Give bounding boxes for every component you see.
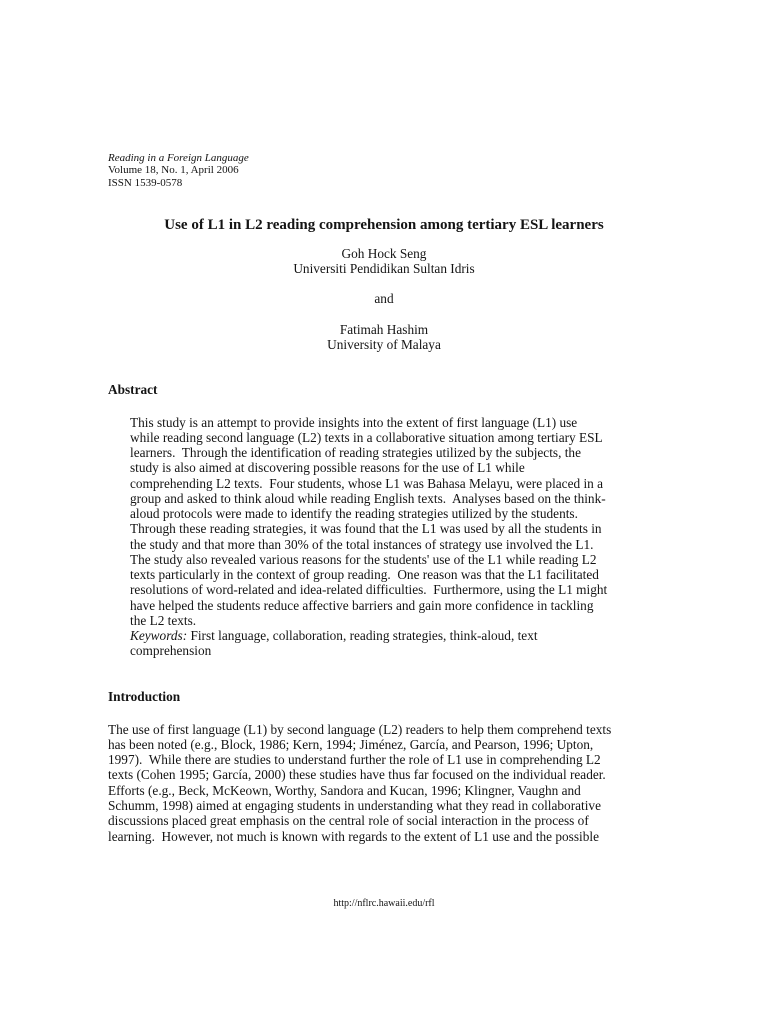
journal-header <box>108 152 249 190</box>
abstract-body <box>130 415 607 659</box>
journal-name: Reading in a Foreign Language <box>108 151 249 164</box>
author-separator: and <box>374 290 394 306</box>
abstract-line: The study also revealed various reasons for the students' use of the L1 while reading L2 <box>130 551 597 567</box>
abstract-line: study is also aimed at discovering possible reasons for the use of L1 while <box>130 460 525 476</box>
keywords-label: Keywords: <box>130 628 188 644</box>
journal-volume: Volume 18, No. 1, April 2006 <box>108 164 239 176</box>
abstract-line: group and asked to think aloud while reading English texts. Analyses based on the think- <box>130 490 606 506</box>
author-affiliation: Universiti Pendidikan Sultan Idris <box>293 261 475 276</box>
paper-title: Use of L1 in L2 reading comprehension among tertiary ESL learners <box>164 217 604 233</box>
introduction-line: Efforts (e.g., Beck, McKeown, Worthy, Sandora and Kucan, 1996; Klingner, Vaughn and <box>108 782 581 798</box>
abstract-line: while reading second language (L2) texts in a collaborative situation among tertiary ESL <box>130 429 603 445</box>
author-block <box>0 246 768 277</box>
abstract-line: aloud protocols were made to identify the reading strategies utilized by the students. <box>130 506 578 522</box>
author-affiliation: University of Malaya <box>327 337 441 352</box>
abstract-line: the study and that more than 30% of the total instances of strategy use involved the L1. <box>130 536 594 552</box>
abstract-line: comprehending L2 texts. Four students, whose L1 was Bahasa Melayu, were placed in a <box>130 475 604 491</box>
introduction-line: The use of first language (L1) by second language (L2) readers to help them comprehend texts <box>108 721 612 737</box>
introduction-line: discussions placed great emphasis on the central role of social interaction in the process of <box>108 813 589 829</box>
introduction-line: has been noted (e.g., Block, 1986; Kern, 1994; Jiménez, García, and Pearson, 1996; Upton, <box>108 736 594 752</box>
abstract-line: texts particularly in the context of group reading. One reason was that the L1 facilitated <box>130 567 599 583</box>
introduction-line: 1997). While there are studies to understand further the role of L1 use in comprehending L2 <box>108 752 601 768</box>
abstract-line: Through these reading strategies, it was found that the L1 was used by all the students in <box>130 521 602 537</box>
keywords-line <box>130 628 607 643</box>
keywords-text: comprehension <box>130 643 212 659</box>
author-name: Fatimah Hashim <box>339 321 429 337</box>
introduction-line: Schumm, 1998) aimed at engaging students in understanding what they read in collaborative <box>108 797 601 813</box>
introduction-line: texts (Cohen 1995; García, 2000) these studies have thus far focused on the individual reader. <box>108 767 606 783</box>
author-block <box>0 322 768 353</box>
abstract-line: This study is an attempt to provide insights into the extent of first language (L1) use <box>130 414 578 430</box>
author-name: Goh Hock Seng <box>341 245 427 261</box>
introduction-line: learning. However, not much is known with regards to the extent of L1 use and the possible <box>108 828 599 844</box>
journal-issn: ISSN 1539-0578 <box>108 176 183 189</box>
introduction-body <box>108 722 611 844</box>
abstract-line: resolutions of word-related and idea-related difficulties. Furthermore, using the L1 might <box>130 582 608 598</box>
introduction-heading: Introduction <box>108 689 181 704</box>
abstract-line: the L2 texts. <box>130 612 197 628</box>
keywords-text: First language, collaboration, reading strategies, think-aloud, text <box>190 628 538 644</box>
footer-url: http://nflrc.hawaii.edu/rfl <box>333 898 435 909</box>
abstract-line: have helped the students reduce affective barriers and gain more confidence in tackling <box>130 597 594 613</box>
abstract-heading: Abstract <box>108 382 158 397</box>
abstract-line: learners. Through the identification of reading strategies utilized by the subjects, the <box>130 445 581 461</box>
